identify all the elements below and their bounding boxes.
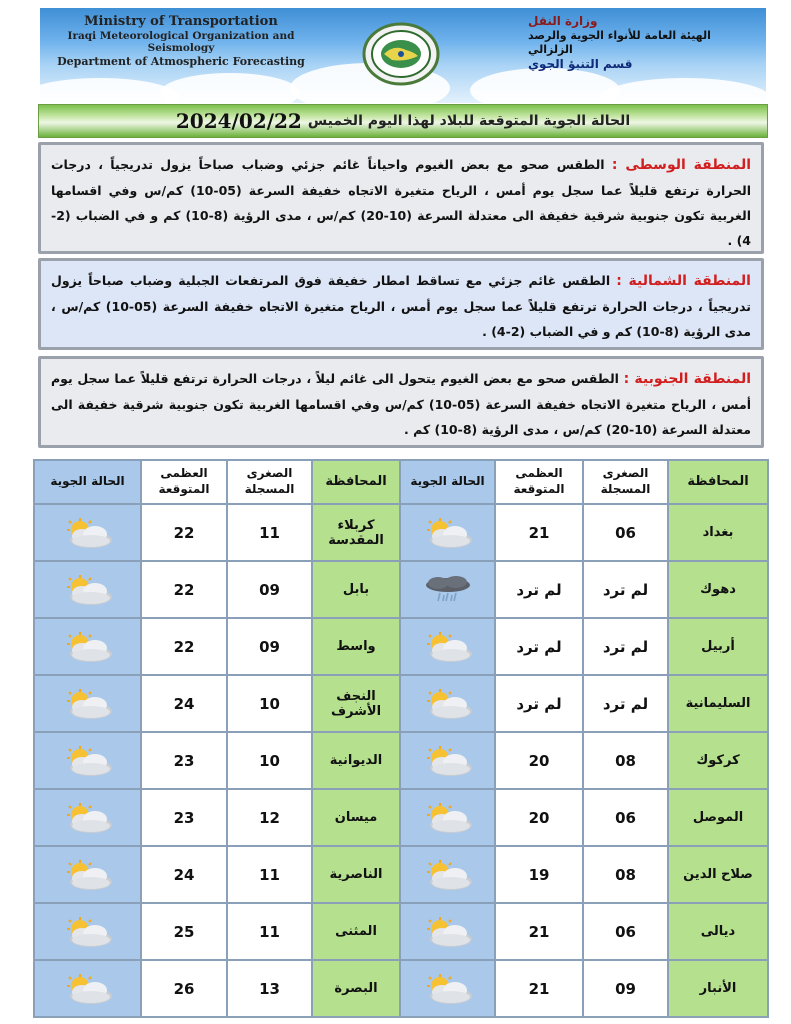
min-temp-cell: 12 bbox=[227, 789, 312, 846]
max-temp-cell: لم ترد bbox=[495, 618, 583, 675]
department-name-en: Department of Atmospheric Forecasting bbox=[57, 54, 305, 68]
min-temp-cell: لم ترد bbox=[583, 561, 668, 618]
max-temp-cell: لم ترد bbox=[495, 561, 583, 618]
governorate-cell: السليمانية bbox=[668, 675, 768, 732]
header-weather: الحالة الجوية bbox=[400, 460, 495, 504]
weather-cell bbox=[400, 789, 495, 846]
header-weather: الحالة الجوية bbox=[34, 460, 141, 504]
min-temp-cell: 08 bbox=[583, 846, 668, 903]
weather-cell bbox=[400, 675, 495, 732]
min-temp-cell: 09 bbox=[583, 960, 668, 1017]
governorate-cell: واسط bbox=[312, 618, 400, 675]
department-name-ar: قسم التنبؤ الجوي bbox=[528, 56, 633, 71]
partly-cloudy-icon bbox=[401, 801, 494, 835]
governorate-cell: بغداد bbox=[668, 504, 768, 561]
min-temp-cell: 10 bbox=[227, 732, 312, 789]
governorate-cell: الناصرية bbox=[312, 846, 400, 903]
region-northern bbox=[38, 258, 764, 350]
table-row bbox=[34, 504, 768, 561]
table-row bbox=[34, 618, 768, 675]
max-temp-cell: 23 bbox=[141, 732, 227, 789]
partly-cloudy-icon bbox=[35, 687, 140, 721]
partly-cloudy-icon bbox=[401, 744, 494, 778]
min-temp-cell: 08 bbox=[583, 732, 668, 789]
weather-cell bbox=[400, 732, 495, 789]
governorate-cell: كربلاء المقدسة bbox=[312, 504, 400, 561]
table-row bbox=[34, 846, 768, 903]
max-temp-cell: 20 bbox=[495, 732, 583, 789]
max-temp-cell: 22 bbox=[141, 504, 227, 561]
max-temp-cell: لم ترد bbox=[495, 675, 583, 732]
partly-cloudy-icon bbox=[35, 630, 140, 664]
max-temp-cell: 20 bbox=[495, 789, 583, 846]
header-min: الصغرى المسجلة bbox=[227, 460, 312, 504]
governorate-cell: المثنى bbox=[312, 903, 400, 960]
partly-cloudy-icon bbox=[401, 972, 494, 1006]
header-english-block bbox=[46, 14, 316, 68]
governorate-cell: بابل bbox=[312, 561, 400, 618]
max-temp-cell: 26 bbox=[141, 960, 227, 1017]
region-name: المنطقة الجنوبية : bbox=[623, 371, 751, 387]
max-temp-cell: 24 bbox=[141, 846, 227, 903]
region-name: المنطقة الشمالية : bbox=[616, 273, 751, 289]
weather-cell bbox=[400, 561, 495, 618]
table-body bbox=[34, 504, 768, 1017]
min-temp-cell: 06 bbox=[583, 903, 668, 960]
governorate-cell: الموصل bbox=[668, 789, 768, 846]
table-row bbox=[34, 675, 768, 732]
weather-cell bbox=[34, 561, 141, 618]
region-name: المنطقة الوسطى : bbox=[611, 157, 752, 173]
region-central bbox=[38, 142, 764, 254]
ministry-name-en: Ministry of Transportation bbox=[84, 14, 278, 29]
table-row bbox=[34, 960, 768, 1017]
min-temp-cell: 09 bbox=[227, 618, 312, 675]
partly-cloudy-icon bbox=[35, 516, 140, 550]
governorate-cell: صلاح الدين bbox=[668, 846, 768, 903]
weather-cell bbox=[400, 846, 495, 903]
max-temp-cell: 22 bbox=[141, 618, 227, 675]
forecast-title: الحالة الجوية المتوقعة للبلاد لهذا اليوم الخميس bbox=[307, 113, 631, 129]
weather-cell bbox=[34, 903, 141, 960]
header-governorate: المحافظة bbox=[312, 460, 400, 504]
governorate-cell: ديالى bbox=[668, 903, 768, 960]
max-temp-cell: 21 bbox=[495, 504, 583, 561]
partly-cloudy-icon bbox=[401, 915, 494, 949]
title-bar bbox=[38, 104, 768, 138]
min-temp-cell: 09 bbox=[227, 561, 312, 618]
min-temp-cell: 11 bbox=[227, 903, 312, 960]
max-temp-cell: 19 bbox=[495, 846, 583, 903]
forecast-date: 2024/02/22 bbox=[175, 109, 302, 133]
header-min: الصغرى المسجلة bbox=[583, 460, 668, 504]
max-temp-cell: 21 bbox=[495, 903, 583, 960]
weather-cell bbox=[34, 960, 141, 1017]
partly-cloudy-icon bbox=[35, 801, 140, 835]
weather-cell bbox=[400, 618, 495, 675]
weather-cell bbox=[34, 618, 141, 675]
rain-cloud-icon bbox=[401, 573, 494, 607]
min-temp-cell: لم ترد bbox=[583, 675, 668, 732]
organization-name-en: Iraqi Meteorological Organization and Seismology bbox=[67, 29, 295, 55]
organization-logo bbox=[362, 22, 440, 86]
header-arabic-block bbox=[528, 14, 758, 72]
region-text: الطقس صحو مع بعض الغيوم واحياناً غائم جزئي وضباب صباحاً يزول تدريجياً ، درجات الحرارة ترتفع قليلاً عما سجل يوم أمس ، الرياح متغيرة الاتجاه خفيفة السرعة (05-10) كم/س وفي اقسامها الغربية تكون جنوبية شرقية خفيفة الى معتدلة السرعة (10-20) كم/س ، مدى الرؤية (8-10) كم و في الضباب (2-4) . bbox=[51, 157, 751, 248]
governorate-cell: ميسان bbox=[312, 789, 400, 846]
max-temp-cell: 21 bbox=[495, 960, 583, 1017]
max-temp-cell: 24 bbox=[141, 675, 227, 732]
table-row bbox=[34, 561, 768, 618]
partly-cloudy-icon bbox=[401, 687, 494, 721]
table-header-row bbox=[34, 460, 768, 504]
partly-cloudy-icon bbox=[35, 972, 140, 1006]
region-southern bbox=[38, 356, 764, 448]
weather-cell bbox=[34, 504, 141, 561]
min-temp-cell: لم ترد bbox=[583, 618, 668, 675]
table-row bbox=[34, 789, 768, 846]
header-banner bbox=[40, 8, 766, 103]
weather-cell bbox=[400, 960, 495, 1017]
governorate-cell: دهوك bbox=[668, 561, 768, 618]
partly-cloudy-icon bbox=[35, 573, 140, 607]
header-max: العظمى المتوقعة bbox=[495, 460, 583, 504]
ministry-name-ar: وزارة النقل bbox=[528, 14, 598, 28]
min-temp-cell: 06 bbox=[583, 789, 668, 846]
governorate-cell: الديوانية bbox=[312, 732, 400, 789]
header-governorate: المحافظة bbox=[668, 460, 768, 504]
organization-name-ar: الهيئة العامة للأنواء الجوية والرصد الزلزالي bbox=[528, 29, 711, 56]
min-temp-cell: 11 bbox=[227, 846, 312, 903]
governorate-cell: البصرة bbox=[312, 960, 400, 1017]
weather-cell bbox=[400, 504, 495, 561]
weather-cell bbox=[400, 903, 495, 960]
weather-cell bbox=[34, 732, 141, 789]
max-temp-cell: 23 bbox=[141, 789, 227, 846]
region-text: الطقس صحو مع بعض الغيوم يتحول الى غائم ليلاً ، درجات الحرارة ترتفع قليلاً عما سجل يوم أمس ، الرياح متغيرة الاتجاه خفيفة السرعة (05-10) كم/س وفي اقسامها الغربية تكون جنوبية شرقية خفيفة الى معتدلة السرعة (10-20) كم/س ، مدى الرؤية (8-10) كم . bbox=[51, 371, 751, 437]
header-max: العظمى المتوقعة bbox=[141, 460, 227, 504]
governorate-cell: النجف الأشرف bbox=[312, 675, 400, 732]
max-temp-cell: 22 bbox=[141, 561, 227, 618]
partly-cloudy-icon bbox=[401, 858, 494, 892]
forecast-table bbox=[33, 459, 769, 1018]
table-row bbox=[34, 732, 768, 789]
max-temp-cell: 25 bbox=[141, 903, 227, 960]
min-temp-cell: 10 bbox=[227, 675, 312, 732]
min-temp-cell: 06 bbox=[583, 504, 668, 561]
partly-cloudy-icon bbox=[35, 915, 140, 949]
weather-cell bbox=[34, 789, 141, 846]
partly-cloudy-icon bbox=[35, 858, 140, 892]
weather-cell bbox=[34, 675, 141, 732]
governorate-cell: أربيل bbox=[668, 618, 768, 675]
weather-cell bbox=[34, 846, 141, 903]
min-temp-cell: 11 bbox=[227, 504, 312, 561]
partly-cloudy-icon bbox=[35, 744, 140, 778]
partly-cloudy-icon bbox=[401, 516, 494, 550]
governorate-cell: كركوك bbox=[668, 732, 768, 789]
region-text: الطقس غائم جزئي مع تساقط امطار خفيفة فوق المرتفعات الجبلية وضباب صباحاً يزول تدريجياً ، درجات الحرارة ترتفع قليلاً عما سجل يوم أمس ، الرياح متغيرة الاتجاه خفيفة السرعة (05-10) كم/س ، مدى الرؤية (8-10) كم و في الضباب (2-4) . bbox=[51, 273, 751, 339]
governorate-cell: الأنبار bbox=[668, 960, 768, 1017]
table-row bbox=[34, 903, 768, 960]
partly-cloudy-icon bbox=[401, 630, 494, 664]
min-temp-cell: 13 bbox=[227, 960, 312, 1017]
